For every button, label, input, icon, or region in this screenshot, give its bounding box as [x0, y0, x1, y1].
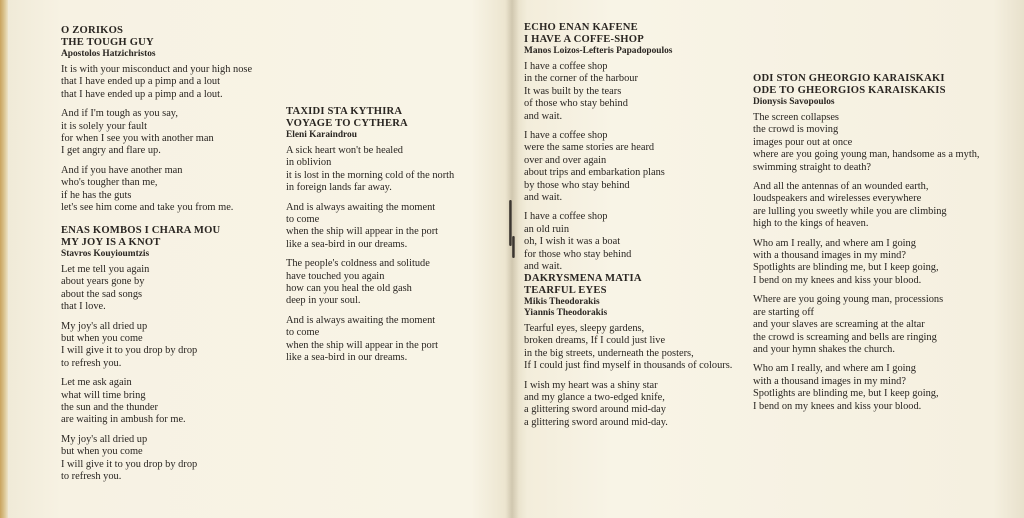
- lyric-stanza: [286, 202, 454, 252]
- lyric-line: The screen collapses: [753, 112, 839, 123]
- lyric-line: an old ruin: [524, 223, 570, 235]
- lyric-line: Spotlights are blinding me, but I keep going,: [753, 262, 939, 274]
- song-subtitle: TEARFUL EYES: [524, 285, 607, 296]
- lyric-line: oh, I wish it was a boat: [524, 236, 621, 248]
- song-title: ENAS KOMBOS I CHARA MOU: [61, 225, 221, 236]
- credit-name: Apostolos Hatzichristos: [61, 49, 156, 59]
- lyric-stanza: [524, 211, 672, 273]
- lyric-line: in oblivion: [286, 157, 332, 169]
- lyric-line: I bend on my knees and kiss your blood.: [753, 400, 922, 412]
- lyric-stanza: [61, 434, 220, 484]
- lyric-line: are lulling you sweetly while you are climbing: [753, 205, 947, 217]
- lyric-line: that I have ended up a pimp and a lout.: [61, 88, 223, 100]
- lyric-line: for those who stay behind: [524, 248, 632, 260]
- lyric-line: And is always awaiting the moment: [286, 314, 436, 326]
- lyric-line: Spotlights are blinding me, but I keep going,: [753, 388, 939, 400]
- lyric-line: about trips and embarkation plans: [524, 167, 665, 179]
- song-credit: [524, 46, 672, 57]
- lyric-stanza: [61, 108, 252, 158]
- lyric-stanza: [524, 380, 732, 430]
- booklet-spine: [505, 0, 519, 518]
- staple: [512, 236, 515, 258]
- lyric-line: My joy's all dried up: [61, 320, 148, 332]
- song-credit: [61, 249, 220, 260]
- lyric-stanza: [61, 64, 252, 101]
- song-title: TAXIDI STA KYTHIRA: [286, 106, 403, 117]
- song-credit: [753, 97, 980, 108]
- lyric-line: where are you going young man, handsome as a myth,: [753, 149, 980, 161]
- lyric-line: and your hymn shakes the church.: [753, 343, 895, 355]
- lyric-line: in the big streets, underneath the posters,: [524, 347, 694, 359]
- lyric-line: with a thousand images in my mind?: [753, 250, 906, 262]
- song-subtitle: ODE TO GHEORGIOS KARAISKAKIS: [753, 85, 946, 96]
- lyric-stanza: [524, 130, 672, 204]
- lyric-line: I will give it to you drop by drop: [61, 345, 198, 357]
- lyric-line: but when you come: [61, 446, 143, 458]
- lyric-line: and my glance a two-edged knife,: [524, 392, 665, 404]
- lyric-line: And if I'm tough as you say,: [61, 108, 178, 120]
- lyric-line: And if you have another man: [61, 164, 183, 176]
- lyric-line: in foreign lands far away.: [286, 182, 392, 194]
- lyric-line: over and over again: [524, 154, 607, 166]
- lyric-stanza: [524, 61, 672, 123]
- lyric-line: Let me tell you again: [61, 264, 150, 275]
- lyric-line: swimming straight to death?: [753, 161, 872, 173]
- song-subtitle: VOYAGE TO CYTHERA: [286, 118, 408, 129]
- lyric-line: I get angry and flare up.: [61, 145, 161, 157]
- lyric-line: with a thousand images in my mind?: [753, 375, 906, 387]
- credit-name: Dionysis Savopoulos: [753, 97, 835, 107]
- lyric-line: for when I see you with another man: [61, 133, 214, 145]
- lyric-line: that I love.: [61, 301, 106, 313]
- lyric-stanza: [753, 112, 980, 174]
- lyric-line: about years gone by: [61, 276, 145, 288]
- lyric-line: broken dreams, If I could just live: [524, 335, 666, 347]
- lyric-stanza: [753, 294, 980, 356]
- song-kombos: [61, 225, 220, 491]
- lyric-line: And is always awaiting the moment: [286, 201, 436, 213]
- lyric-line: I bend on my knees and kiss your blood.: [753, 274, 922, 286]
- song-subtitle: I HAVE A COFFE-SHOP: [524, 34, 644, 45]
- lyric-line: The people's coldness and solitude: [286, 258, 430, 270]
- song-subtitle: MY JOY IS A KNOT: [61, 237, 161, 248]
- lyric-line: who's tougher than me,: [61, 177, 158, 189]
- lyric-line: if he has the guts: [61, 189, 132, 201]
- lyric-stanza: [753, 238, 980, 288]
- lyric-line: that I have ended up a pimp and a lout: [61, 76, 220, 88]
- song-kafene: [524, 22, 672, 281]
- lyric-line: how can you heal the old gash: [286, 283, 412, 295]
- lyric-line: about the sad songs: [61, 288, 143, 300]
- lyric-line: let's see him come and take you from me.: [61, 202, 234, 214]
- lyric-line: when the ship will appear in the port: [286, 339, 439, 351]
- lyric-stanza: [61, 165, 252, 215]
- song-zorikos: [61, 25, 252, 221]
- lyric-stanza: [286, 315, 454, 365]
- lyric-line: the crowd is moving: [753, 124, 839, 136]
- lyric-line: it is solely your fault: [61, 120, 148, 132]
- lyric-line: and wait.: [524, 261, 563, 273]
- lyric-line: in the corner of the harbour: [524, 73, 638, 85]
- lyric-line: and your slaves are screaming at the altar: [753, 319, 925, 331]
- lyric-line: high to the kings of heaven.: [753, 218, 869, 230]
- lyric-line: by those who stay behind: [524, 179, 630, 191]
- lyric-line: deep in your soul.: [286, 295, 361, 307]
- lyric-line: the sun and the thunder: [61, 402, 158, 414]
- lyric-line: like a sea-bird in our dreams.: [286, 238, 408, 250]
- lyric-line: I have a coffee shop: [524, 211, 608, 223]
- lyric-line: Who am I really, and where am I going: [753, 237, 916, 249]
- lyric-line: Tearful eyes, sleepy gardens,: [524, 323, 645, 334]
- lyric-line: a glittering sword around mid-day.: [524, 416, 668, 428]
- lyric-line: a glittering sword around mid-day: [524, 404, 666, 416]
- song-dakrysmena: [524, 273, 732, 436]
- credit-name: Yiannis Theodorakis: [524, 308, 608, 318]
- lyric-stanza: [286, 145, 454, 195]
- lyric-line: It was built by the tears: [524, 85, 622, 97]
- lyric-line: I wish my heart was a shiny star: [524, 379, 658, 391]
- lyric-stanza: [61, 264, 220, 314]
- song-credit: [524, 297, 732, 319]
- lyric-line: but when you come: [61, 333, 143, 345]
- lyric-line: to refresh you.: [61, 357, 122, 369]
- lyric-line: I will give it to you drop by drop: [61, 458, 198, 470]
- lyric-line: My joy's all dried up: [61, 433, 148, 445]
- song-credit: [286, 130, 454, 141]
- song-karaiskaki: [753, 73, 980, 420]
- lyric-line: of those who stay behind: [524, 98, 628, 110]
- song-credit: [61, 49, 252, 60]
- lyric-line: loudspeakers and wirelesses everywhere: [753, 193, 922, 205]
- song-title: DAKRYSMENA MATIA: [524, 273, 642, 284]
- lyric-line: Who am I really, and where am I going: [753, 363, 916, 375]
- lyric-line: and wait.: [524, 192, 563, 204]
- lyric-line: And all the antennas of an wounded earth,: [753, 181, 929, 193]
- lyric-line: when the ship will appear in the port: [286, 226, 439, 238]
- lyric-line: I have a coffee shop: [524, 61, 608, 72]
- lyric-line: it is lost in the morning cold of the north: [286, 169, 455, 181]
- song-subtitle: THE TOUGH GUY: [61, 37, 154, 48]
- lyric-line: Let me ask again: [61, 377, 132, 389]
- credit-name: Eleni Karaindrou: [286, 130, 357, 140]
- lyric-line: what will time bring: [61, 389, 146, 401]
- lyric-line: were the same stories are heard: [524, 142, 655, 154]
- lyric-stanza: [61, 321, 220, 371]
- credit-name: Mikis Theodorakis: [524, 297, 600, 307]
- lyric-stanza: [61, 377, 220, 427]
- lyric-line: are starting off: [753, 306, 814, 318]
- lyric-stanza: [286, 258, 454, 308]
- song-title: ECHO ENAN KAFENE: [524, 22, 638, 33]
- lyric-line: Where are you going young man, processions: [753, 294, 944, 306]
- lyric-stanza: [753, 363, 980, 413]
- song-title: ODI STON GHEORGIO KARAISKAKI: [753, 73, 945, 84]
- lyric-line: It is with your misconduct and your high nose: [61, 64, 253, 75]
- lyric-line: to refresh you.: [61, 471, 122, 483]
- lyric-stanza: [753, 181, 980, 231]
- page-edge: [0, 0, 8, 518]
- lyric-line: have touched you again: [286, 270, 385, 282]
- song-taxidi: [286, 106, 454, 372]
- lyric-line: to come: [286, 327, 320, 339]
- lyric-line: are waiting in ambush for me.: [61, 414, 186, 426]
- lyric-line: I have a coffee shop: [524, 130, 608, 142]
- lyric-line: and wait.: [524, 110, 563, 122]
- lyric-line: like a sea-bird in our dreams.: [286, 352, 408, 364]
- credit-name: Stavros Kouyioumtzis: [61, 249, 150, 259]
- lyric-line: images pour out at once: [753, 136, 853, 148]
- lyric-line: If I could just find myself in thousands of colours.: [524, 360, 733, 372]
- lyric-line: to come: [286, 214, 320, 226]
- lyric-line: the crowd is screaming and bells are ringing: [753, 331, 937, 343]
- credit-name: Manos Loizos-Lefteris Papadopoulos: [524, 46, 673, 56]
- song-title: O ZORIKOS: [61, 25, 124, 36]
- lyric-stanza: [524, 323, 732, 373]
- lyric-line: A sick heart won't be healed: [286, 145, 403, 156]
